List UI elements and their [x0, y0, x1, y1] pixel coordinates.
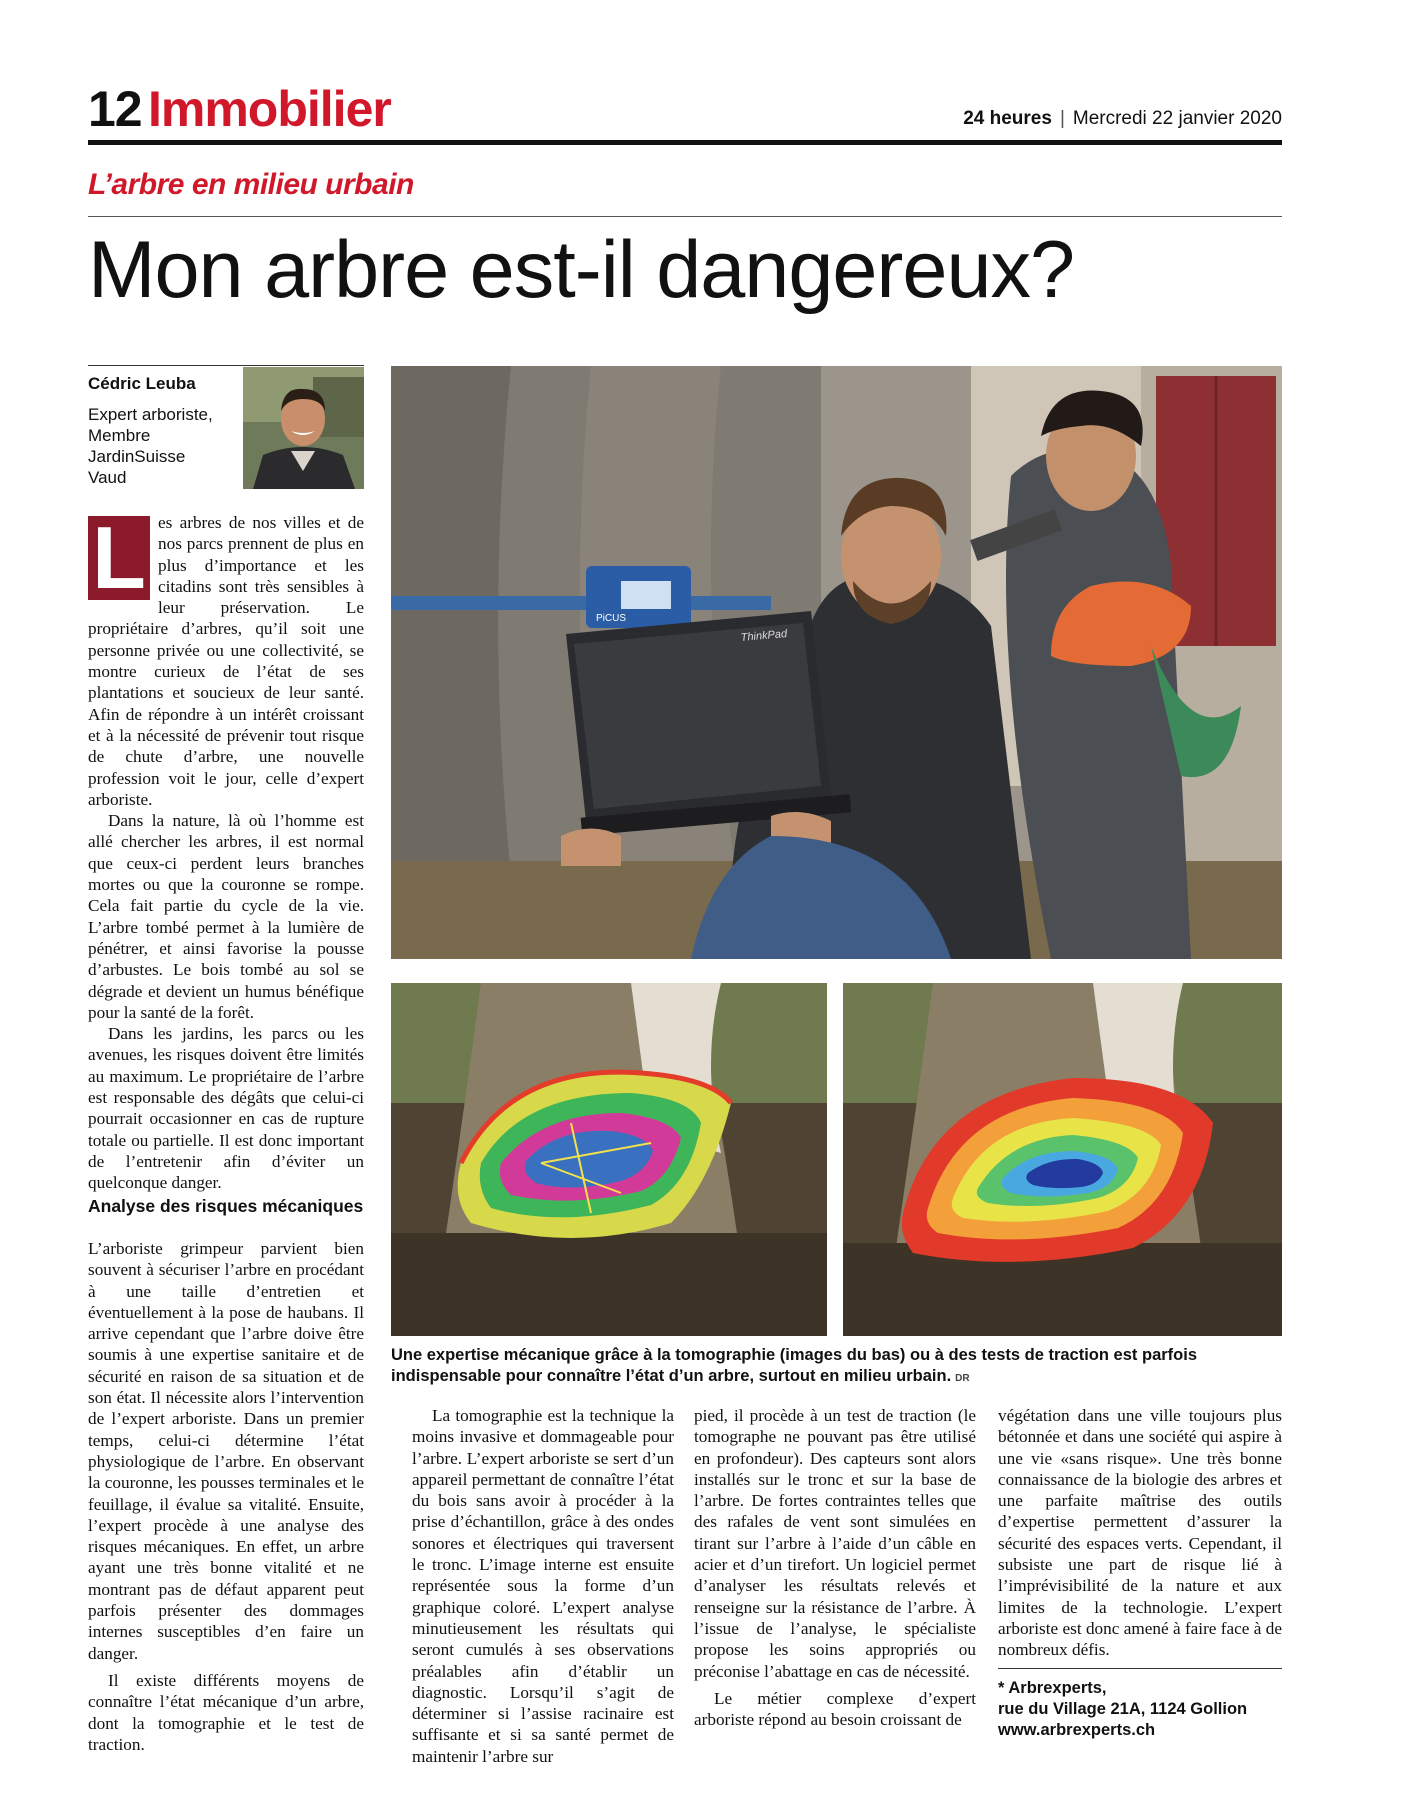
paragraph: Le métier complexe d’expert arboriste répond au besoin croissant de [694, 1688, 976, 1730]
article-column-2 [412, 1405, 674, 1767]
caption-text: Une expertise mécanique grâce à la tomographie (images du bas) ou à des tests de traction est parfois indispensable pour connaître l’état d’un arbre, surtout en milieu urbain. [391, 1346, 1197, 1385]
author-name: Cédric Leuba [88, 374, 196, 393]
author-role-line: Membre [88, 426, 151, 445]
article-headline: Mon arbre est-il dangereux? [88, 225, 1075, 315]
article-column-1-continued [88, 1238, 364, 1755]
article-subhead: Analyse des risques mécaniques [88, 1196, 364, 1216]
paragraph: L’arboriste grimpeur parvient bien souvent à sécuriser l’arbre en procédant à une taille d’entretien et éventuellement à la pose de haubans. Il arrive cependant que l’arbre doive être soumis à une expertise sanitaire et de sécurité en raison de sa situation et de son état. Il nécessite alors l’intervention de l’expert arboriste. Dans un premier temps, celui-ci détermine l’état physiologique de l’arbre. En observant la couronne, les pousses terminales et le feuillage, il évalue sa vitalité. Ensuite, l’expert procède à une analyse des risques mécaniques. En effet, un arbre ayant une très bonne vitalité et ne montrant pas de défaut apparent peut parfois présenter des dommages internes susceptibles d’en faire un danger. [88, 1239, 364, 1663]
author-rule [88, 365, 364, 366]
paragraph: végétation dans une ville toujours plus bétonnée et dans une société qui aspire à une vie «sans risque». Une très bonne connaissance de la biologie des arbres et une parfaite maîtrise des outils d’expertise permettent d’assurer la sécurité des espaces verts. Cependant, il subsiste une part de risque lié à l’imprévisibilité de la nature et aux limites de la technologie. L’expert arboriste est donc amené à faire face à de nombreux défis. [998, 1406, 1282, 1660]
paragraph: Dans la nature, là où l’homme est allé chercher les arbres, il est normal que ceux-ci perdent leurs branches mortes ou que la couronne se rompe. Cela fait partie du cycle de la vie. L’arbre tombé permet à la lumière de pénétrer, et ainsi favorise la pousse d’arbustes. Le bois tombé au sol se dégrade et devient un humus bénéfique pour la santé de la forêt. [88, 811, 364, 1022]
main-photo-experts-with-laptop [391, 366, 1282, 959]
article-column-3 [694, 1405, 976, 1730]
author-role-line: Expert arboriste, [88, 405, 213, 424]
contact-address [998, 1678, 1282, 1741]
paper-name: 24 heures [963, 108, 1052, 129]
paragraph: Dans les jardins, les parcs ou les avenues, les risques doivent être limités au maximum. Le propriétaire de l’arbre est responsable des dégâts que celui-ci pourrait occasionner en cas de rupture totale ou partielle. Il est donc important de l’entretenir afin d’éviter un quelconque danger. [88, 1024, 364, 1193]
paragraph: Il existe différents moyens de connaître l’état mécanique d’un arbre, dont la tomographie et le test de traction. [88, 1670, 364, 1754]
photo-credit: DR [955, 1373, 970, 1384]
drop-cap: L [88, 516, 150, 600]
kicker-rule [88, 216, 1282, 217]
tomography-photo-left [391, 983, 827, 1336]
paragraph: La tomographie est la technique la moins invasive et dommageable pour l’arbre. L’expert arboriste se sert d’un appareil permettant de connaître l’état du bois sans avoir à procéder à la prise d’échantillon, grâce à des ondes sonores et électriques qui traversent le tronc. L’image interne est ensuite représentée sous la forme d’un graphique coloré. L’expert analyse minutieusement les résultats qui seront cumulés à ses observations préalables afin d’établir un diagnostic. Lorsqu’il s’agit de déterminer si l’assise racinaire est suffisante et si sa santé permet de maintenir l’arbre sur [412, 1406, 674, 1766]
paper-info [963, 108, 1282, 130]
website-link[interactable]: www.arbrexperts.ch [998, 1721, 1156, 1739]
author-role-line: JardinSuisse [88, 447, 186, 466]
page-number: 12 [88, 81, 142, 137]
tomography-photo-right [843, 983, 1282, 1336]
separator: | [1059, 108, 1065, 129]
article-kicker: L’arbre en milieu urbain [88, 168, 414, 201]
author-photo [243, 367, 364, 489]
section-title: Immobilier [148, 81, 391, 137]
lead-paragraph: es arbres de nos villes et de nos parcs prennent de plus en plus d’importance et les citadins sont très sensibles à leur préservation. Le propriétaire d’arbres, qu’il soit une personne privée ou une collectivité, se montre curieux de l’état de ses plantations et soucieux de leur santé. Afin de répondre à un intérêt croissant et à la nécessité de prévenir tout risque de chute d’arbre, une nouvelle profession voit le jour, celle d’expert arboriste. [88, 513, 364, 809]
paragraph: pied, il procède à un test de traction (le tomographe ne pouvant pas être utilisé en profondeur). Des capteurs sont alors installés sur le tronc et sur la base de l’arbre. De fortes contraintes telles que des rafales de vent sont simulées en tirant sur l’arbre à l’aide d’un câble en acier et d’un tirefort. Un logiciel permet d’analyser les résultats relevés et renseigne sur la résistance de l’arbre. À l’issue de l’analyse, le spécialiste propose les soins appropriés ou préconise l’abattage en cas de nécessité. [694, 1406, 976, 1681]
article-column-4 [998, 1405, 1282, 1661]
address-line: rue du Village 21A, 1124 Gollion [998, 1700, 1248, 1718]
issue-date: Mercredi 22 janvier 2020 [1072, 108, 1282, 129]
address-line: * Arbrexperts, [998, 1679, 1107, 1697]
author-role [88, 404, 243, 488]
address-rule [998, 1668, 1282, 1669]
author-role-line: Vaud [88, 468, 127, 487]
top-rule [88, 140, 1282, 145]
article-column-1 [88, 508, 364, 1194]
photo-caption [391, 1345, 1282, 1389]
laptop-brand-label: ThinkPad [740, 627, 788, 644]
device-label: PiCUS [596, 613, 627, 624]
